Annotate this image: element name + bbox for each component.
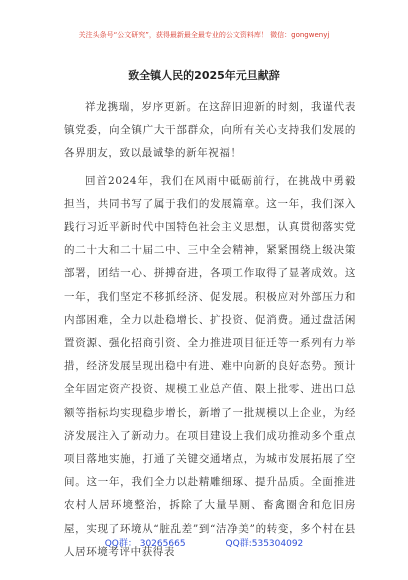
footer-contacts	[0, 536, 408, 549]
paragraph-review: 回首2024年，我们在风雨中砥砺前行，在挑战中勇毅担当，共同书写了属于我们的发展篇章。这一年，我们深入践行习近平新时代中国特色社会主义思想，认真贯彻落实党的二十大和二十届二中、三中全会精神，紧紧围绕上级决策部署，团结一心、拼搏奋进，各项工作取得了显著成效。这一年，我们坚定不移抓经济、促发展。积极应对外部压力和内部困难，全力以赴稳增长、扩投资、促消费。通过盘活闲置资源、强化招商引资、全力推进项目征迁等一系列有力举措，经济发展呈现出稳中有进、难中向新的良好态势。预计全年固定资产投资、规模工业总产值、限上批零、进出口总额等指标均实现稳步增长，新增了一批规模以上企业，为经济发展注入了新动力。在项目建设上我们成功推动多个重点项目落地实施，打通了关键交通堵点，为城市发展拓展了空间。这一年，我们全力以赴精雕细琢、提升品质。全面推进农村人居环境整治，拆除了大量旱厕、畜禽圈舍和危旧房屋，实现了环境从“脏乱差”到“洁净美”的转变，多个村在县人居环境考评中获得表	[64, 174, 356, 558]
document-body	[64, 96, 356, 568]
footer-qq-group-2: QQ群:535304092	[225, 539, 304, 549]
paragraph-greeting: 祥龙携瑞，岁序更新。在这辞旧迎新的时刻，我谨代表镇党委，向全镇广大干部群众，向所有关心支持我们发展的各界朋友，致以最诚挚的新年祝福！	[64, 101, 356, 160]
document-title: 致全镇人民的2025年元旦献辞	[128, 69, 280, 82]
footer-qq-group-1: QQ群： 30265665	[104, 539, 186, 549]
header-banner: 关注头条号“公文研究”，获得最新最全最专业的公文资料库！ 微信：gongwenyj	[78, 31, 330, 39]
